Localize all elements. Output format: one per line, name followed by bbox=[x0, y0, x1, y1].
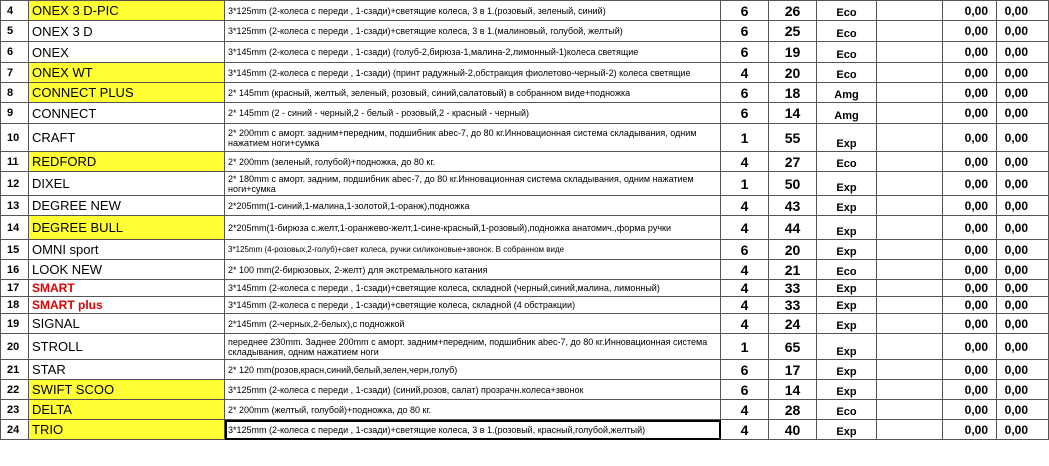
value-1: 0,00 bbox=[943, 124, 997, 152]
pack-quantity: 4 bbox=[721, 216, 769, 240]
product-description: 3*125mm (2-колеса с переди , 1-сзади) (синий,розов, салат) прозрачн.колеса+звонок bbox=[225, 380, 721, 400]
value-1: 0,00 bbox=[943, 21, 997, 42]
product-name: DIXEL bbox=[29, 172, 225, 196]
table-row bbox=[1, 216, 1049, 240]
class-code: Exp bbox=[817, 297, 877, 314]
pack-quantity: 4 bbox=[721, 196, 769, 216]
product-name: SMART bbox=[29, 280, 225, 297]
class-code: Exp bbox=[817, 172, 877, 196]
product-description: 2*145mm (2-черных,2-белых),с подножкой bbox=[225, 314, 721, 334]
value-1: 0,00 bbox=[943, 196, 997, 216]
value-2: 0,00 bbox=[997, 103, 1049, 124]
value-2: 0,00 bbox=[997, 334, 1049, 360]
class-code: Exp bbox=[817, 196, 877, 216]
class-code: Exp bbox=[817, 240, 877, 260]
product-description: 2*205mm(1-бирюза с.желт,1-оранжево-желт,1-сине-красный,1-розовый),подножка анатомич.,форма ручки bbox=[225, 216, 721, 240]
class-code: Eco bbox=[817, 63, 877, 83]
product-name: STAR bbox=[29, 360, 225, 380]
empty-cell bbox=[877, 83, 943, 103]
item-count: 20 bbox=[769, 240, 817, 260]
table-row bbox=[1, 42, 1049, 63]
class-code: Eco bbox=[817, 260, 877, 280]
empty-cell bbox=[877, 172, 943, 196]
value-1: 0,00 bbox=[943, 420, 997, 440]
product-name: ONEX 3 D-PIC bbox=[29, 1, 225, 21]
product-description: 3*125mm (2-колеса с переди , 1-сзади)+светящие колеса, 3 в 1.(малиновый, голубой, желтый) bbox=[225, 21, 721, 42]
product-name: SMART plus bbox=[29, 297, 225, 314]
value-1: 0,00 bbox=[943, 83, 997, 103]
table-row bbox=[1, 334, 1049, 360]
product-name: DEGREE BULL bbox=[29, 216, 225, 240]
product-name: CONNECT bbox=[29, 103, 225, 124]
item-count: 65 bbox=[769, 334, 817, 360]
row-number: 12 bbox=[1, 172, 29, 196]
table-row bbox=[1, 297, 1049, 314]
product-description: 2* 180mm с аморт. задним, подшибник abec-7, до 80 кг.Инновационная система складывания, одним нажатием ноги+сумка bbox=[225, 172, 721, 196]
product-name: LOOK NEW bbox=[29, 260, 225, 280]
value-1: 0,00 bbox=[943, 63, 997, 83]
pack-quantity: 6 bbox=[721, 240, 769, 260]
row-number: 7 bbox=[1, 63, 29, 83]
product-name: OMNI sport bbox=[29, 240, 225, 260]
value-1: 0,00 bbox=[943, 380, 997, 400]
item-count: 19 bbox=[769, 42, 817, 63]
table-row bbox=[1, 1, 1049, 21]
value-2: 0,00 bbox=[997, 280, 1049, 297]
product-name: ONEX bbox=[29, 42, 225, 63]
class-code: Exp bbox=[817, 280, 877, 297]
empty-cell bbox=[877, 420, 943, 440]
product-name: ONEX WT bbox=[29, 63, 225, 83]
value-1: 0,00 bbox=[943, 314, 997, 334]
table-row bbox=[1, 314, 1049, 334]
empty-cell bbox=[877, 400, 943, 420]
product-description: 3*145mm (2-колеса с переди , 1-сзади) (принт радужный-2,обстракция фиолетово-черный-2) колеса светящие bbox=[225, 63, 721, 83]
empty-cell bbox=[877, 196, 943, 216]
table-row bbox=[1, 260, 1049, 280]
row-number: 13 bbox=[1, 196, 29, 216]
table-row bbox=[1, 380, 1049, 400]
product-description: 2* 200mm с аморт. задним+передним, подшибник abec-7, до 80 кг.Инновационная система складывания, одним нажатием ноги+сумка bbox=[225, 124, 721, 152]
pack-quantity: 6 bbox=[721, 380, 769, 400]
value-2: 0,00 bbox=[997, 260, 1049, 280]
item-count: 24 bbox=[769, 314, 817, 334]
table-body bbox=[1, 1, 1049, 440]
row-number: 10 bbox=[1, 124, 29, 152]
table-row bbox=[1, 172, 1049, 196]
item-count: 25 bbox=[769, 21, 817, 42]
product-name: TRIO bbox=[29, 420, 225, 440]
value-1: 0,00 bbox=[943, 360, 997, 380]
item-count: 50 bbox=[769, 172, 817, 196]
value-1: 0,00 bbox=[943, 240, 997, 260]
value-2: 0,00 bbox=[997, 314, 1049, 334]
product-description: 2*205mm(1-синий,1-малина,1-золотой,1-оранж),подножка bbox=[225, 196, 721, 216]
product-name: CRAFT bbox=[29, 124, 225, 152]
empty-cell bbox=[877, 380, 943, 400]
row-number: 14 bbox=[1, 216, 29, 240]
pack-quantity: 1 bbox=[721, 172, 769, 196]
row-number: 18 bbox=[1, 297, 29, 314]
empty-cell bbox=[877, 152, 943, 172]
value-2: 0,00 bbox=[997, 63, 1049, 83]
value-1: 0,00 bbox=[943, 400, 997, 420]
class-code: Amg bbox=[817, 103, 877, 124]
pack-quantity: 4 bbox=[721, 400, 769, 420]
table-row bbox=[1, 360, 1049, 380]
pack-quantity: 6 bbox=[721, 42, 769, 63]
item-count: 40 bbox=[769, 420, 817, 440]
value-2: 0,00 bbox=[997, 152, 1049, 172]
class-code: Exp bbox=[817, 334, 877, 360]
table-row bbox=[1, 420, 1049, 440]
pack-quantity: 4 bbox=[721, 297, 769, 314]
empty-cell bbox=[877, 103, 943, 124]
product-description: переднее 230mm. Заднее 200mm с аморт. задним+передним, подшибник abec-7, до 80 кг.Инновационная система складывания, одним нажатием ноги bbox=[225, 334, 721, 360]
item-count: 14 bbox=[769, 380, 817, 400]
pack-quantity: 1 bbox=[721, 334, 769, 360]
row-number: 19 bbox=[1, 314, 29, 334]
value-1: 0,00 bbox=[943, 152, 997, 172]
product-description: 3*125mm (2-колеса с переди , 1-сзади)+светящие колеса, 3 в 1.(розовый, красный,голубой,желтый) bbox=[225, 420, 721, 440]
value-2: 0,00 bbox=[997, 297, 1049, 314]
pack-quantity: 4 bbox=[721, 314, 769, 334]
class-code: Exp bbox=[817, 380, 877, 400]
class-code: Eco bbox=[817, 21, 877, 42]
pack-quantity: 4 bbox=[721, 280, 769, 297]
class-code: Exp bbox=[817, 124, 877, 152]
empty-cell bbox=[877, 280, 943, 297]
empty-cell bbox=[877, 360, 943, 380]
value-1: 0,00 bbox=[943, 260, 997, 280]
value-2: 0,00 bbox=[997, 240, 1049, 260]
item-count: 33 bbox=[769, 297, 817, 314]
empty-cell bbox=[877, 63, 943, 83]
item-count: 20 bbox=[769, 63, 817, 83]
item-count: 14 bbox=[769, 103, 817, 124]
item-count: 21 bbox=[769, 260, 817, 280]
value-1: 0,00 bbox=[943, 280, 997, 297]
product-description: 3*125mm (2-колеса с переди , 1-сзади)+светящие колеса, 3 в 1.(розовый, зеленый, синий) bbox=[225, 1, 721, 21]
pack-quantity: 6 bbox=[721, 83, 769, 103]
product-name: ONEX 3 D bbox=[29, 21, 225, 42]
row-number: 20 bbox=[1, 334, 29, 360]
pack-quantity: 4 bbox=[721, 420, 769, 440]
value-2: 0,00 bbox=[997, 216, 1049, 240]
empty-cell bbox=[877, 42, 943, 63]
value-2: 0,00 bbox=[997, 400, 1049, 420]
product-description: 2* 145mm (2 - синий - черный,2 - белый - розовый,2 - красный - черный) bbox=[225, 103, 721, 124]
product-name: SWIFT SCOO bbox=[29, 380, 225, 400]
empty-cell bbox=[877, 1, 943, 21]
value-1: 0,00 bbox=[943, 103, 997, 124]
row-number: 8 bbox=[1, 83, 29, 103]
item-count: 28 bbox=[769, 400, 817, 420]
table-row bbox=[1, 63, 1049, 83]
empty-cell bbox=[877, 260, 943, 280]
value-1: 0,00 bbox=[943, 334, 997, 360]
empty-cell bbox=[877, 314, 943, 334]
row-number: 22 bbox=[1, 380, 29, 400]
class-code: Exp bbox=[817, 360, 877, 380]
class-code: Eco bbox=[817, 400, 877, 420]
product-description: 2* 200mm (зеленый, голубой)+подножка, до 80 кг. bbox=[225, 152, 721, 172]
empty-cell bbox=[877, 297, 943, 314]
table-row bbox=[1, 240, 1049, 260]
product-name: REDFORD bbox=[29, 152, 225, 172]
product-description: 3*145mm (2-колеса с переди , 1-сзади)+светящие колеса, складной (черный,синий,малина, лимонный) bbox=[225, 280, 721, 297]
value-1: 0,00 bbox=[943, 42, 997, 63]
product-name: STROLL bbox=[29, 334, 225, 360]
value-1: 0,00 bbox=[943, 1, 997, 21]
row-number: 16 bbox=[1, 260, 29, 280]
row-number: 23 bbox=[1, 400, 29, 420]
class-code: Amg bbox=[817, 83, 877, 103]
pack-quantity: 6 bbox=[721, 21, 769, 42]
table-row bbox=[1, 196, 1049, 216]
empty-cell bbox=[877, 124, 943, 152]
table-row bbox=[1, 124, 1049, 152]
class-code: Exp bbox=[817, 216, 877, 240]
value-2: 0,00 bbox=[997, 196, 1049, 216]
value-1: 0,00 bbox=[943, 216, 997, 240]
item-count: 27 bbox=[769, 152, 817, 172]
row-number: 5 bbox=[1, 21, 29, 42]
product-description: 2* 120 mm(розов,красн,синий,белый,зелен,черн,голуб) bbox=[225, 360, 721, 380]
empty-cell bbox=[877, 216, 943, 240]
product-name: SIGNAL bbox=[29, 314, 225, 334]
value-2: 0,00 bbox=[997, 172, 1049, 196]
class-code: Eco bbox=[817, 152, 877, 172]
table-row bbox=[1, 103, 1049, 124]
item-count: 44 bbox=[769, 216, 817, 240]
empty-cell bbox=[877, 21, 943, 42]
empty-cell bbox=[877, 240, 943, 260]
product-description: 3*125mm (4-розовых,2-голуб)+свет колеса, ручки силиконовые+звонок. В собранном виде bbox=[225, 240, 721, 260]
product-description: 3*145mm (2-колеса с переди , 1-сзади) (голуб-2,бирюза-1,малина-2,лимонный-1)колеса светящие bbox=[225, 42, 721, 63]
pack-quantity: 6 bbox=[721, 103, 769, 124]
class-code: Exp bbox=[817, 420, 877, 440]
item-count: 33 bbox=[769, 280, 817, 297]
empty-cell bbox=[877, 334, 943, 360]
value-1: 0,00 bbox=[943, 172, 997, 196]
table-row bbox=[1, 83, 1049, 103]
value-2: 0,00 bbox=[997, 21, 1049, 42]
pack-quantity: 6 bbox=[721, 1, 769, 21]
class-code: Exp bbox=[817, 314, 877, 334]
value-2: 0,00 bbox=[997, 420, 1049, 440]
item-count: 26 bbox=[769, 1, 817, 21]
row-number: 17 bbox=[1, 280, 29, 297]
pack-quantity: 6 bbox=[721, 360, 769, 380]
item-count: 17 bbox=[769, 360, 817, 380]
value-2: 0,00 bbox=[997, 1, 1049, 21]
row-number: 21 bbox=[1, 360, 29, 380]
class-code: Eco bbox=[817, 42, 877, 63]
pack-quantity: 1 bbox=[721, 124, 769, 152]
value-1: 0,00 bbox=[943, 297, 997, 314]
value-2: 0,00 bbox=[997, 124, 1049, 152]
product-name: DEGREE NEW bbox=[29, 196, 225, 216]
row-number: 6 bbox=[1, 42, 29, 63]
class-code: Eco bbox=[817, 1, 877, 21]
item-count: 55 bbox=[769, 124, 817, 152]
pack-quantity: 4 bbox=[721, 63, 769, 83]
value-2: 0,00 bbox=[997, 380, 1049, 400]
product-description: 2* 100 mm(2-бирюзовых, 2-желт) для экстремального катания bbox=[225, 260, 721, 280]
pack-quantity: 4 bbox=[721, 152, 769, 172]
product-name: DELTA bbox=[29, 400, 225, 420]
table-row bbox=[1, 21, 1049, 42]
table-row bbox=[1, 152, 1049, 172]
table-row bbox=[1, 400, 1049, 420]
item-count: 18 bbox=[769, 83, 817, 103]
item-count: 43 bbox=[769, 196, 817, 216]
value-2: 0,00 bbox=[997, 83, 1049, 103]
product-description: 3*145mm (2-колеса с переди , 1-сзади)+светящие колеса, складной (4 обстракции) bbox=[225, 297, 721, 314]
row-number: 11 bbox=[1, 152, 29, 172]
pack-quantity: 4 bbox=[721, 260, 769, 280]
row-number: 24 bbox=[1, 420, 29, 440]
product-name: CONNECT PLUS bbox=[29, 83, 225, 103]
product-description: 2* 145mm (красный, желтый, зеленый, розовый, синий,салатовый) в собранном виде+подножка bbox=[225, 83, 721, 103]
product-description: 2* 200mm (желтый, голубой)+подножка, до 80 кг. bbox=[225, 400, 721, 420]
row-number: 15 bbox=[1, 240, 29, 260]
value-2: 0,00 bbox=[997, 360, 1049, 380]
row-number: 4 bbox=[1, 1, 29, 21]
table-row bbox=[1, 280, 1049, 297]
row-number: 9 bbox=[1, 103, 29, 124]
value-2: 0,00 bbox=[997, 42, 1049, 63]
